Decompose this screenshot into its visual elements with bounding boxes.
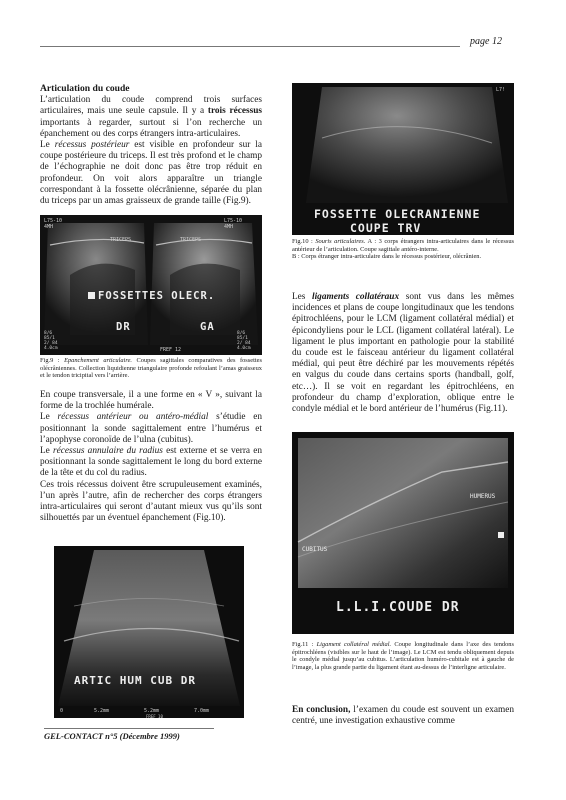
right-column-text bbox=[292, 292, 514, 415]
fig9-left-label: DR bbox=[116, 321, 131, 333]
conclusion-text: En conclusion, l’examen du coude est souvent un examen centré, une investigation exhaustive comme bbox=[292, 705, 514, 727]
fig9-bottom-text: FREF 12 bbox=[160, 347, 182, 353]
fig9-right-label: GA bbox=[200, 321, 215, 333]
fig9-tag-left: TRICEPS bbox=[110, 237, 132, 243]
fig10a-bottom-m2: 5.2mm bbox=[144, 708, 160, 714]
fig10b-overlay-line1: FOSSETTE OLECRANIENNE bbox=[314, 207, 481, 221]
fig11-marker-square bbox=[498, 532, 504, 538]
fig10b-overlay-line2: COUPE TRV bbox=[350, 221, 422, 235]
fig9-overlay-label: FOSSETTES OLECR. bbox=[98, 290, 216, 302]
section-title: Articulation du coude bbox=[40, 83, 130, 94]
fig10-caption: Fig.10 : Souris articulaires. A : 3 corps étrangers intra-articulaires dans le récessus antérieur de l’articulation. Coupe sagittale antéro-interne. B : Corps étranger intra-articulaire dans le récessus postérieur, olécrânien. bbox=[292, 238, 515, 261]
fig10a-bottom-sub: FREF 10 bbox=[146, 714, 163, 718]
paragraph-anterior-recess: Le récessus antérieur ou antéro-médial s’étudie en positionnant la sonde sagittalement entre l’humérus et l’apophyse coronoïde de l’ulna (cubitus). bbox=[40, 412, 263, 445]
fig9-side-left: 8/6 85/1 2/ 84 4.0cm bbox=[44, 331, 58, 351]
paragraph-intro: L’articulation du coude comprend trois surfaces articulaires, mais une seule capsule. Il y a trois récessus importants à regarder, surtout si l’on recherche un épanchement ou des corps étrangers intra-articulaires. bbox=[40, 95, 262, 139]
fig10a-bottom-left: 0 bbox=[60, 708, 64, 714]
fig9-marker-square bbox=[88, 292, 95, 299]
fig9-ultrasound-image bbox=[40, 215, 262, 355]
paragraph-posterior-recess: Le récessus postérieur est visible en profondeur sur la coupe postérieure du triceps. Il est très profond et le champ de l’échographie ne doit donc pas être trop réduit en profondeur. On voit alors apparaître un triangle correspondant à la fossette olécrânienne, séparée du plan du triceps par un amas graisseux de grande taille (Fig.9). bbox=[40, 140, 263, 207]
fig10a-ultrasound-image bbox=[54, 546, 244, 718]
paragraph-three-recess: Ces trois récessus doivent être scrupuleusement examinés, l’un après l’autre, afin de rechercher des corps étrangers intra-articulaires qui seront d’autant mieux vus qu’ils sont silhouettés par un éventuel épanchement (Fig.10). bbox=[40, 479, 262, 524]
fig9-info-right: L75-10 4MH bbox=[224, 218, 243, 230]
footer-text: GEL-CONTACT n°5 (Décembre 1999) bbox=[44, 731, 180, 741]
left-column-text-middle bbox=[40, 390, 262, 524]
paragraph-annular-recess: Le récessus annulaire du radius est externe et se verra en positionnant la sonde sagittalement le long du bord externe de la tête et du col du radius. bbox=[40, 446, 262, 479]
fig9-info-left: L75-10 4MH bbox=[44, 218, 63, 230]
paragraph-ligaments: Les ligaments collatéraux sont vus dans les mêmes incidences et plans de coupe longitudinaux que les tendons épitrochléens, pour le LCM (ligament collatéral médial) et épicondyliens pour le LCL (ligament collatéral latéral). Le ligament le plus important en pathologie pour la stabilité du coude est le faisceau antérieur du ligament collatéral médial, qui peut être déchiré par les mouvements répétés en valgus du coude dans certains sports (handball, golf, etc…). Il se voit en regardant les épitrochléens, en profondeur du champ d’exploration, oblique entre le condyle médial et le bord antérieur de l’humérus (Fig.11). bbox=[292, 292, 515, 415]
fig10a-overlay-label: ARTIC HUM CUB DR bbox=[74, 674, 196, 687]
fig11-label-cubitus: CUBITUS bbox=[302, 546, 328, 553]
fig10a-bottom-m1: 5.2mm bbox=[94, 708, 110, 714]
fig9-caption: Fig.9 : Epanchement articulaire. Coupes sagittales comparatives des fossettes olécrâniennes. Collection liquidienne triangulaire profonde refoulant l’amas graisseux et le tendon tricipital vers l’arrière. bbox=[40, 357, 262, 380]
fig10a-bottom-m3: 7.0mm bbox=[194, 708, 210, 714]
page-number: page 12 bbox=[470, 36, 502, 47]
fig9-tag-right: TRICEPS bbox=[180, 237, 202, 243]
fig9-side-right: 8/6 85/1 2/ 84 4.0cm bbox=[237, 331, 251, 351]
fig10b-corner: L7! bbox=[496, 87, 506, 93]
paragraph-transversal: En coupe transversale, il a une forme en « V », suivant la forme de la trochlée humérale. bbox=[40, 390, 262, 412]
fig10b-ultrasound-image bbox=[292, 83, 514, 235]
fig11-ultrasound-image bbox=[292, 432, 514, 634]
left-column-text-top bbox=[40, 83, 262, 207]
fig11-label-humerus: HUMERUS bbox=[470, 493, 496, 500]
fig11-overlay-label: L.L.I.COUDE DR bbox=[336, 600, 460, 615]
fig11-caption: Fig.11 : Ligament collatéral médial. Coupe longitudinale dans l’axe des tendons épitrochléens (visibles sur le haut de l’image). Le LCM est tendu obliquement depuis le condyle médial jusqu’au cubitus. L’articulation huméro-cubitale est à gauche de l’image, la plus grande partie du ligament étant au-dessus de l’interligne articulaire. bbox=[292, 641, 514, 671]
header-rule bbox=[40, 46, 460, 47]
footer-rule bbox=[44, 728, 214, 729]
